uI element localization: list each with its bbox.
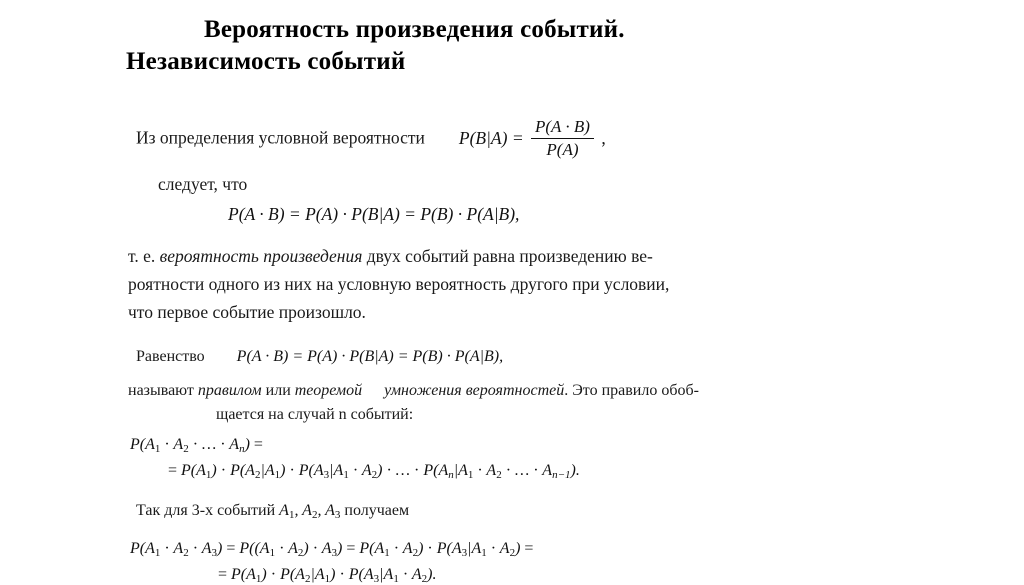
- paragraph-1-emphasis: вероятность произведения: [159, 246, 363, 266]
- n-formula-row-1: [130, 436, 263, 455]
- paragraph-2-text: роятности одного из них на условную вероятность другого при условии,: [128, 274, 670, 294]
- three-formula-row-1: [130, 540, 533, 559]
- three-events-text: Так для 3-х событий $A_1$, $A_2$, $A_3$ получаем: [136, 502, 410, 521]
- intro-text: Из определения условной вероятности: [136, 127, 425, 148]
- naming-prefix: называют: [128, 382, 198, 399]
- naming-emphasis-2: теоремой: [294, 382, 363, 399]
- generalize-row: [216, 406, 413, 424]
- equality-label: Равенство: [136, 348, 205, 365]
- paragraph-line-1: [128, 246, 653, 267]
- paragraph-line-2: [128, 274, 669, 295]
- title-line-1: Вероятность произведения событий.: [204, 16, 625, 43]
- n-formula-row-2: [168, 462, 580, 481]
- naming-emphasis-3: умножения вероятностей: [384, 382, 565, 399]
- three-formula-line-2: = $P(A_1) \cdot P(A_2|A_1) \cdot P(A_3|A_1 \cdot A_2)$.: [218, 566, 437, 585]
- paragraph-1-suffix: двух событий равна произведению ве-: [362, 246, 653, 266]
- follows-row: [158, 174, 247, 195]
- naming-emphasis-1: правилом: [197, 382, 262, 399]
- fraction-denominator: P(A): [531, 138, 594, 160]
- conditional-formula-comma: ,: [601, 127, 606, 148]
- paragraph-line-3: [128, 302, 366, 323]
- product-formula: P(A · B) = P(A) · P(B|A) = P(B) · P(A|B),: [228, 204, 520, 224]
- n-formula-rhs: = $P(A_1) \cdot P(A_2|A_1) \cdot P(A_3|A_1 \cdot A_2)$ · … · $P(An|A_1 \cdot A_2$ · … · An−1).: [168, 462, 580, 481]
- follows-text: следует, что: [158, 174, 248, 194]
- conditional-fraction: [531, 117, 594, 160]
- n-formula-lhs: $P(A_1 \cdot A_2$ · … · An) =: [130, 436, 263, 455]
- title-line-2: Независимость событий: [126, 48, 406, 75]
- three-formula-row-2: [218, 566, 436, 585]
- paragraph-1-prefix: т. е.: [128, 246, 160, 266]
- intro-row: [136, 118, 606, 161]
- naming-conjunction: или: [261, 382, 295, 399]
- product-formula-row: [228, 204, 519, 225]
- naming-suffix: . Это правило обоб-: [564, 382, 699, 399]
- equality-formula: P(A · B) = P(A) · P(B|A) = P(B) · P(A|B),: [236, 348, 504, 365]
- equality-row: [136, 348, 503, 366]
- naming-row: [128, 382, 699, 400]
- paragraph-3-text: что первое событие произошло.: [128, 302, 366, 322]
- three-events-row: [136, 502, 409, 521]
- generalize-text: щается на случай n событий:: [216, 406, 414, 423]
- conditional-formula-lhs: P(B|A) =: [458, 127, 524, 148]
- three-formula-line-1: $P(A_1 \cdot A_2 \cdot A_3) = P((A_1 \cdot A_2) \cdot A_3) = P(A_1 \cdot A_2) \cdot P(A_3|A_1 \cdot A_2)$ =: [130, 540, 534, 559]
- fraction-numerator: P(A · B): [535, 117, 590, 136]
- slide-title: [126, 14, 926, 78]
